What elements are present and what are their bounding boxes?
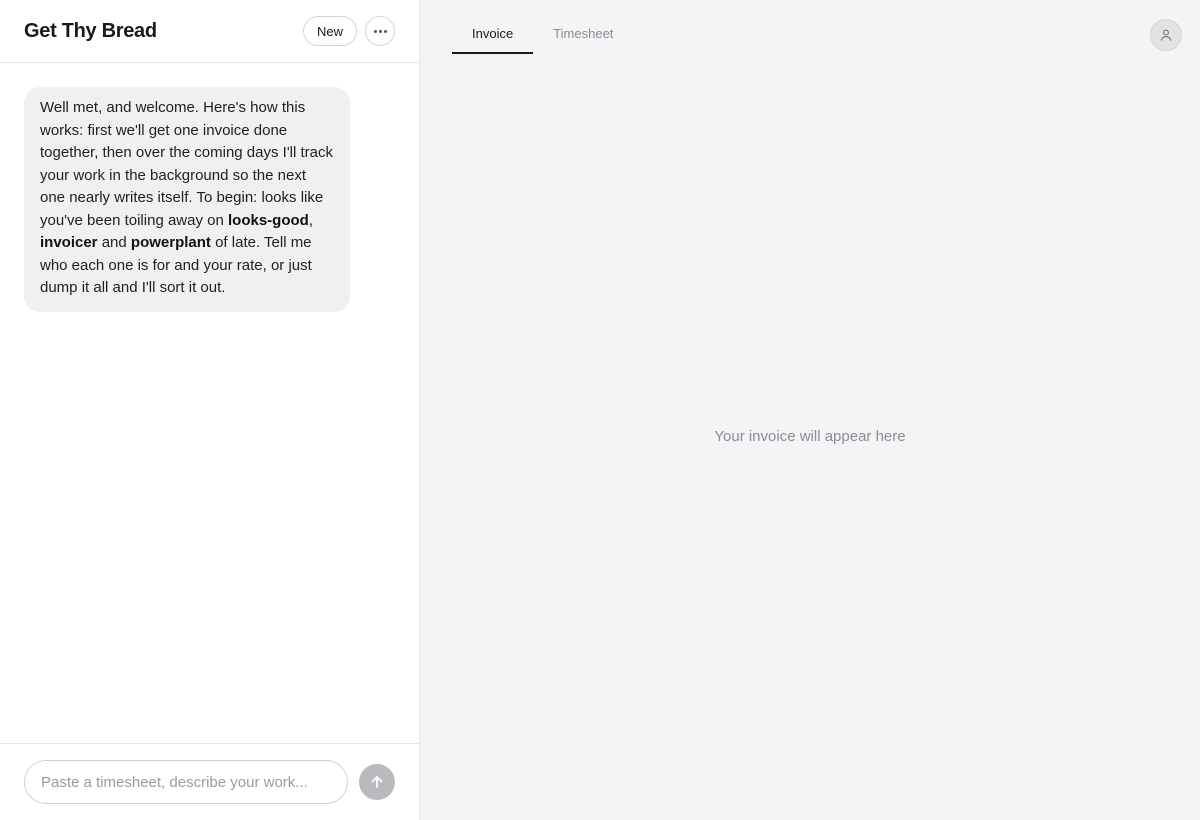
message-input[interactable] bbox=[24, 760, 348, 804]
chat-panel bbox=[0, 0, 420, 820]
chat-header bbox=[0, 0, 419, 63]
more-options-button[interactable] bbox=[365, 16, 395, 46]
message-intro: Well met, and welcome. Here's how this works: first we'll get one invoice done together, then over the coming days I'll track your work in the background so the next one nearly writes itself. To begin: looks like you've been toiling away on bbox=[40, 99, 334, 229]
new-chat-button[interactable]: New bbox=[303, 16, 357, 46]
project-powerplant: powerplant bbox=[130, 234, 211, 251]
invoice-empty-state: Your invoice will appear here bbox=[714, 428, 906, 445]
tab-timesheet[interactable]: Timesheet bbox=[553, 25, 614, 41]
app-title: Get Thy Bread bbox=[24, 19, 157, 42]
send-button[interactable] bbox=[359, 764, 395, 800]
project-looks-good: looks-good bbox=[228, 211, 309, 229]
assistant-message bbox=[24, 87, 350, 312]
tab-invoice[interactable]: Invoice bbox=[452, 14, 533, 54]
project-invoicer: invoicer bbox=[40, 234, 98, 251]
composer bbox=[0, 743, 419, 820]
user-avatar-button[interactable] bbox=[1150, 19, 1182, 51]
preview-panel bbox=[420, 0, 1200, 820]
arrow-up-icon bbox=[369, 774, 385, 790]
more-horizontal-icon bbox=[374, 30, 387, 33]
message-separator: , bbox=[308, 211, 313, 229]
preview-tabs bbox=[452, 14, 633, 54]
message-list bbox=[0, 63, 419, 743]
message-separator: and bbox=[97, 234, 131, 251]
user-icon bbox=[1159, 28, 1173, 42]
message-outro: of late. Tell me who each one is for and your rate, or just dump it all and I'll sort it out. bbox=[40, 234, 312, 296]
